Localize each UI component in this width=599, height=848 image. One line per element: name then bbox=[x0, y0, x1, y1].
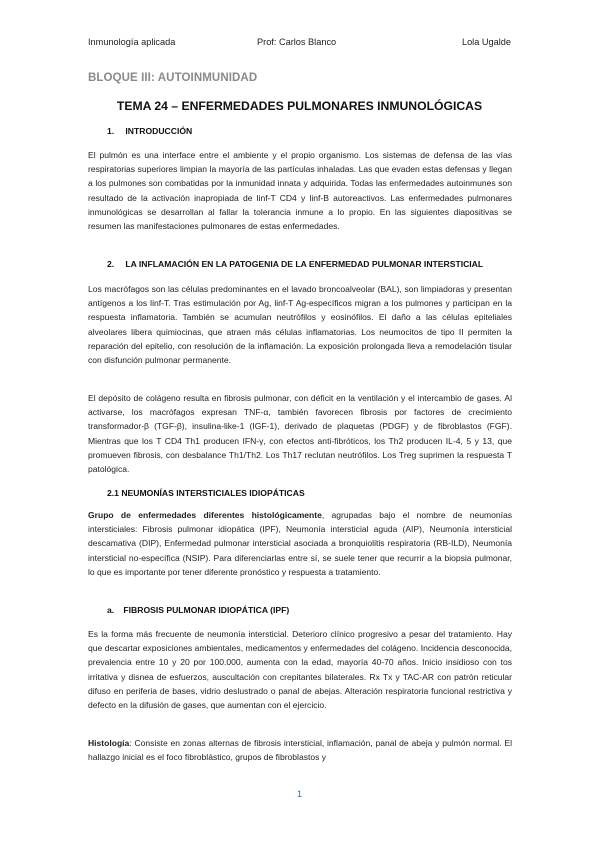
section-number: 2. bbox=[107, 259, 115, 269]
topic-title: TEMA 24 – ENFERMEDADES PULMONARES INMUNOLÓGICAS bbox=[116, 99, 483, 113]
section-heading-inflammation bbox=[107, 259, 483, 269]
histology-text: : Consiste en zonas alternas de fibrosis intersticial, inflamación, panal de abeja y pulmón normal. El hallazgo inicial es el foco fibroblástico, grupos de fibroblastos y bbox=[88, 738, 512, 763]
paragraph-nii-text: , agrupadas bajo el nombre de neumonías intersticiales: Fibrosis pulmonar idiopática (IPF), Neumonía intersticial aguda (AIP), Neumonía intersticial descamativa (DIP), Enfermedad pulmonar intersticial asociada a bronquiolitis respiratoria (RB-ILD), Neumonía intersticial no-específica (NSIP). Para diferenciarlas entre sí, se suele tener que recurrir a la biopsia pulmonar, lo que es importante por tener diferente pronóstico y respuesta a tratamiento. bbox=[88, 510, 512, 577]
section-title: INTRODUCCIÓN bbox=[125, 126, 193, 136]
section-title: LA INFLAMACIÓN EN LA PATOGENIA DE LA ENFERMEDAD PULMONAR INTERSTICIAL bbox=[125, 259, 484, 269]
subsection-heading-ipf bbox=[107, 605, 289, 615]
section-number: 1. bbox=[107, 126, 115, 136]
section-number: a. bbox=[107, 605, 115, 615]
header-professor: Prof: Carlos Blanco bbox=[257, 37, 337, 47]
paragraph-intro: El pulmón es una interface entre el ambiente y el propio organismo. Los sistemas de defensa de las vías respiratorias superiores limpian la mayoría de las partículas inhaladas. Las que evaden estas defensas y llegan a los pulmones son combatidas por la inmunidad innata y adquirida. Todas las enfermedades autoinmunes son resultado de la activación inapropiada de linf-T CD4 y linf-B autoreactivos. Las enfermedades pulmonares inmunológicas se desarrollan al fallar la tolerancia inmune a lo propio. En las siguientes diapositivas se resumen las manifestaciones pulmonares de estas enfermedades. bbox=[88, 150, 512, 232]
block-title: BLOQUE III: AUTOINMUNIDAD bbox=[88, 72, 258, 84]
paragraph-inflammation-1: Los macrófagos son las células predominantes en el lavado broncoalveolar (BAL), son limpiadoras y presentan antígenos a los linf-T. Tras estimulación por Ag, linf-T Ag-específicos migran a los pulmones y participan en la respuesta inflamatoria. También se acumulan neutrófilos y eosinófilos. El daño a las células epiteliales alveolares libera quimiocinas, que atraen más células inflamatorias. Los neumocitos de tipo II permiten la reparación del epitelio, con resolución de la inflamación. La exposición prolongada lleva a remodelación tisular con disfunción pulmonar permanente. bbox=[88, 284, 512, 366]
section-heading-intro bbox=[107, 126, 192, 136]
page-number: 1 bbox=[296, 789, 302, 799]
subsection-heading-nii: 2.1 NEUMONÍAS INTERSTICIALES IDIOPÁTICAS bbox=[107, 488, 305, 498]
paragraph-nii bbox=[88, 508, 512, 579]
paragraph-histology bbox=[88, 736, 512, 764]
paragraph-nii-bold: Grupo de enfermedades diferentes histológicamente bbox=[88, 510, 322, 520]
section-title: FIBROSIS PULMONAR IDIOPÁTICA (IPF) bbox=[123, 605, 290, 615]
header-author: Lola Ugalde bbox=[461, 37, 511, 47]
paragraph-inflammation-2: El depósito de colágeno resulta en fibrosis pulmonar, con déficit en la ventilación y el intercambio de gases. Al activarse, los macrófagos expresan TNF-α, también favorecen fibrosis por factores de crecimiento transformador-β (TGF-β), insulina-like-1 (IGF-1), derivado de plaquetas (PDGF) y de fibroblastos (FGF). Mientras que los T CD4 Th1 producen IFN-γ, con efectos anti-fibróticos, los Th2 producen IL-4, 5 y 13, que promueven fibrosis, con desbalance Th1/Th2. Los Th17 reclutan neutrófilos. Los Treg suprimen la respuesta T patológica. bbox=[88, 393, 512, 475]
histology-label: Histología bbox=[88, 738, 130, 748]
paragraph-ipf: Es la forma más frecuente de neumonía intersticial. Deterioro clínico progresivo a pesar del tratamiento. Hay que descartar exposiciones ambientales, medicamentos y enfermedades del colágeno. Incidencia desconocida, prevalencia entre 10 y 20 por 100.000, aumenta con la edad, mayoría 40-70 años. Inicio insidioso con tos irritativa y disnea de esfuerzos, auscultación con crepitantes bilaterales. Rx Tx y TAC-AR con patrón reticular difuso en periferia de bases, vidrio deslustrado o panal de abejas. Alteración respiratoria funcional restrictiva y defecto en la difusión de gases, que aumentan con el ejercicio. bbox=[88, 629, 512, 711]
header-course: Inmunología aplicada bbox=[88, 37, 176, 47]
